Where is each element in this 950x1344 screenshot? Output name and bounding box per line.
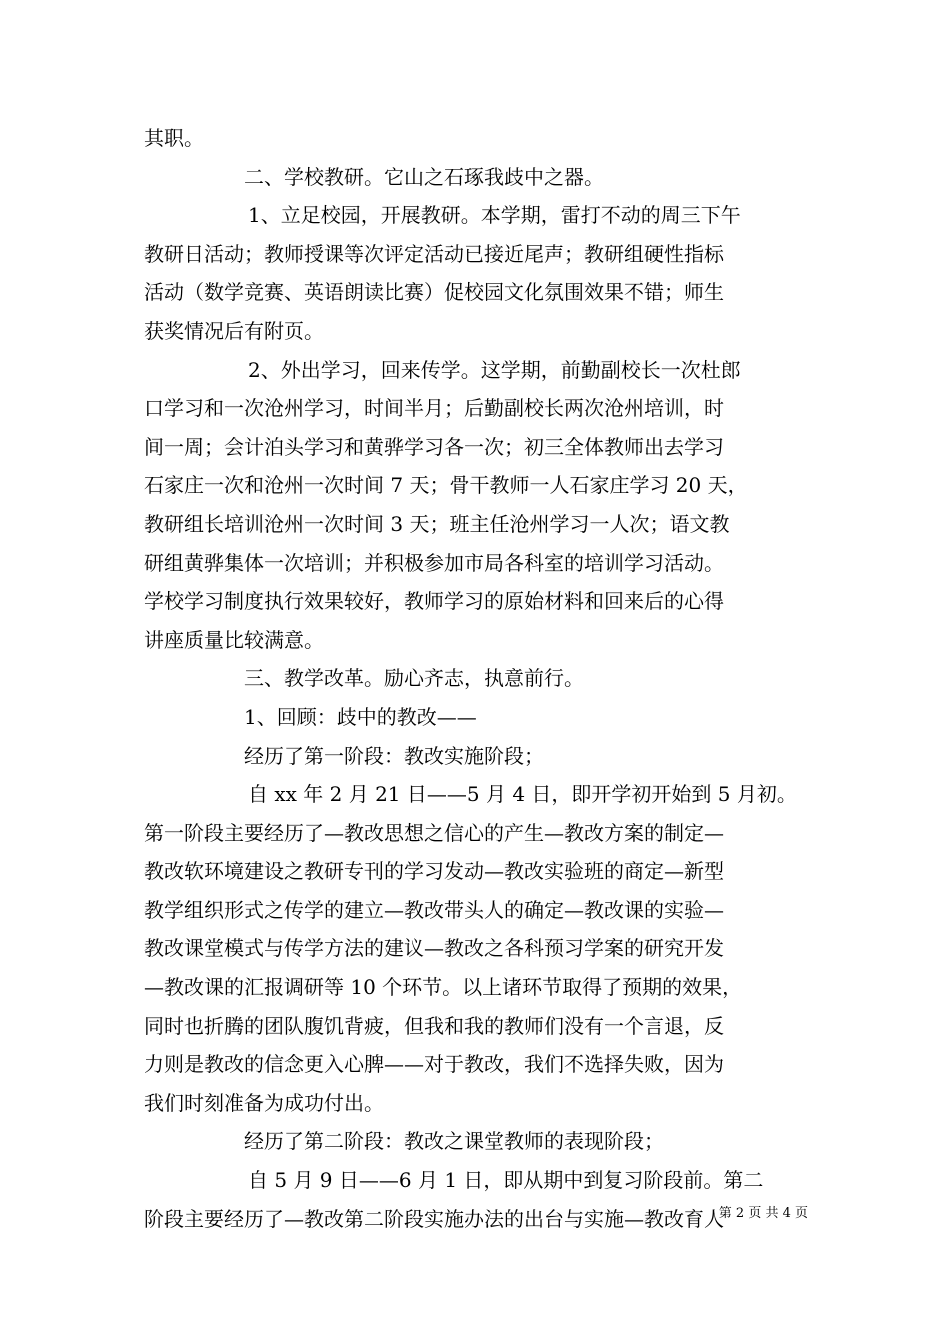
stage-heading: 经历了第一阶段：教改实施阶段；	[244, 743, 544, 768]
text-line: 教改软环境建设之教研专刊的学习发动—教改实验班的商定—新型	[144, 859, 724, 884]
text-line: 其职。	[144, 126, 204, 150]
text-line: 获奖情况后有附页。	[144, 318, 324, 343]
text-line: —教改课的汇报调研等 10 个环节。以上诸环节取得了预期的效果，	[144, 975, 743, 1000]
text-line: 阶段主要经历了—教改第二阶段实施办法的出台与实施—教改育人	[144, 1206, 724, 1231]
text-line: 活动（数学竞赛、英语朗读比赛）促校园文化氛围效果不错；师生	[144, 280, 724, 305]
section-heading: 三、教学改革。励心齐志，执意前行。	[244, 666, 584, 691]
text-line: 第一阶段主要经历了—教改思想之信心的产生—教改方案的制定—	[144, 820, 724, 845]
text-line: 研组黄骅集体一次培训；并积极参加市局各科室的培训学习活动。	[144, 550, 724, 575]
text-line: 教学组织形式之传学的建立—教改带头人的确定—教改课的实验—	[144, 897, 724, 922]
text-line: 教改课堂模式与传学方法的建议—教改之各科预习学案的研究开发	[144, 936, 724, 961]
text-line: 教研组长培训沧州一次时间 3 天；班主任沧州学习一人次；语文教	[144, 511, 730, 536]
text-line: 我们时刻准备为成功付出。	[144, 1090, 384, 1115]
text-line: 教研日活动；教师授课等次评定活动已接近尾声；教研组硬性指标	[144, 241, 724, 266]
text-line: 石家庄一次和沧州一次时间 7 天；骨干教师一人石家庄学习 20 天，	[144, 473, 748, 498]
document-body	[144, 119, 809, 1238]
paragraph-start: 自 xx 年 2 月 21 日——5 月 4 日，即开学初开始到 5 月初。	[248, 782, 797, 807]
text-line: 力则是教改的信念更入心脾——对于教改，我们不选择失败，因为	[144, 1052, 724, 1077]
text-line: 口学习和一次沧州学习，时间半月；后勤副校长两次沧州培训，时	[144, 396, 724, 421]
paragraph-start: 2、外出学习，回来传学。这学期，前勤副校长一次杜郎	[248, 357, 741, 382]
paragraph-start: 自 5 月 9 日——6 月 1 日，即从期中到复习阶段前。第二	[248, 1168, 764, 1193]
text-line: 讲座质量比较满意。	[144, 627, 324, 652]
page-number: 第 2 页 共 4 页	[718, 1206, 808, 1221]
text-line: 学校学习制度执行效果较好，教师学习的原始材料和回来后的心得	[144, 589, 724, 614]
subsection-heading: 1、回顾：歧中的教改——	[244, 704, 477, 729]
text-line: 间一周；会计泊头学习和黄骅学习各一次；初三全体教师出去学习	[144, 434, 724, 459]
section-heading: 二、学校教研。它山之石琢我歧中之器。	[244, 164, 604, 189]
text-line: 同时也折腾的团队腹饥背疲，但我和我的教师们没有一个言退，反	[144, 1013, 724, 1038]
paragraph-start: 1、立足校园，开展教研。本学期，雷打不动的周三下午	[248, 203, 741, 228]
stage-heading: 经历了第二阶段：教改之课堂教师的表现阶段；	[244, 1129, 664, 1154]
